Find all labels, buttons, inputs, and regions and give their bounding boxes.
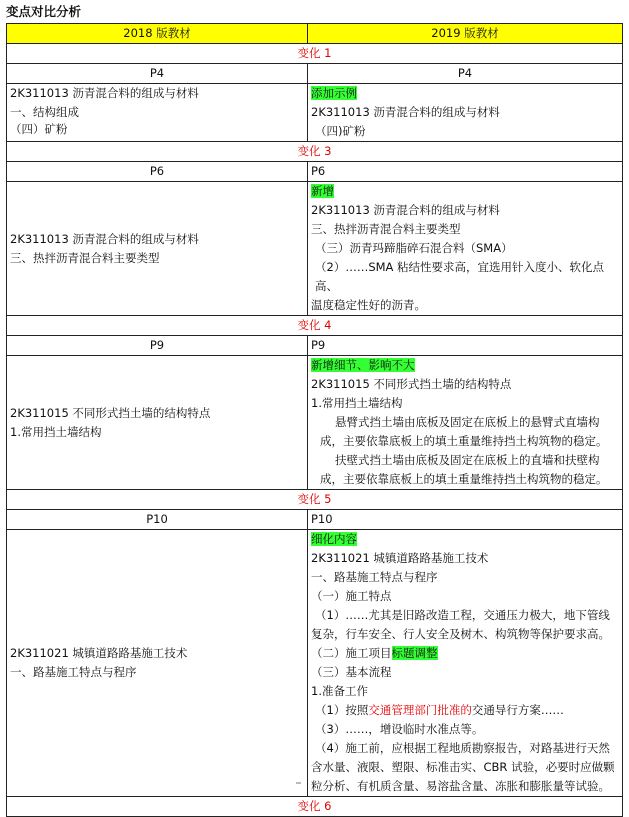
right-line: （三）沥青玛蹄脂碎石混合料（SMA） [315, 241, 513, 255]
right-line: （三）基本流程 [311, 665, 392, 679]
left-line: 2K311021 城镇道路路基施工技术 [10, 646, 188, 660]
change-row [7, 797, 623, 817]
right-line: 扶壁式挡土墙由底板及固定在底板上的直墙和扶壁构 [335, 453, 600, 467]
left-line: 2K311013 沥青混合料的组成与材料 [10, 231, 199, 246]
change-label: 变化 3 [7, 142, 623, 162]
content-row [7, 182, 623, 316]
right-line [311, 701, 619, 720]
change-row [7, 490, 623, 510]
right-line: 1.准备工作 [311, 684, 368, 698]
right-line: （2）……SMA 粘结性要求高，宜选用针入度小、软化点高、 [315, 260, 605, 293]
right-line: 复杂，行车安全、行人安全及树木、构筑物等保护要求高。 [311, 627, 610, 641]
change-tag: 细化内容 [311, 532, 357, 546]
left-line: 2K311013 沥青混合料的组成与材料 [10, 86, 199, 100]
page-left: P9 [7, 336, 308, 356]
page-row [7, 336, 623, 356]
change-label: 变化 4 [7, 316, 623, 336]
right-line: 2K311015 不同形式挡土墙的结构特点 [311, 377, 512, 391]
left-line: 一、结构组成 [10, 105, 79, 119]
page-right: P4 [308, 64, 623, 84]
content-row [7, 84, 623, 142]
change-row [7, 142, 623, 162]
right-line: （四)矿粉 [315, 124, 366, 138]
change-tag: 标题调整 [391, 646, 438, 660]
content-row [7, 530, 623, 797]
right-line: 悬臂式挡土墙由底板及固定在底板上的悬臂式直墙构 [335, 415, 600, 429]
right-line: 2K311013 沥青混合料的组成与材料 [311, 203, 500, 217]
change-row [7, 44, 623, 64]
page-row [7, 64, 623, 84]
page-right: P6 [308, 162, 623, 182]
page-left: P4 [7, 64, 308, 84]
right-line: 2K311013 沥青混合料的组成与材料 [311, 105, 500, 119]
right-line: （4）施工前，应根据工程地质勘察报告，对路基进行天然 [315, 741, 610, 755]
change-tag: 新增 [311, 184, 334, 198]
highlighted-phrase: 交通管理部门批准的 [368, 703, 472, 717]
page-edge-mark [296, 782, 301, 784]
right-line: 成，主要依靠底板上的填土重量维持挡土构筑物的稳定。 [320, 434, 608, 448]
right-content [308, 182, 623, 316]
right-line-prefix: （二）施工项目 [311, 646, 392, 660]
page-left: P10 [7, 510, 308, 530]
content-row [7, 356, 623, 490]
right-line: 2K311021 城镇道路路基施工技术 [311, 551, 489, 565]
right-line: 三、热拌沥青混合料主要类型 [311, 222, 461, 236]
left-line: 三、热拌沥青混合料主要类型 [10, 250, 160, 265]
page-row [7, 162, 623, 182]
comparison-table [6, 23, 623, 817]
right-content [308, 84, 623, 142]
change-label: 变化 5 [7, 490, 623, 510]
header-2018: 2018 版教材 [7, 24, 308, 44]
right-line: （一）施工特点 [311, 589, 392, 603]
right-line: 成，主要依靠底板上的填土重量维持挡土构筑物的稳定。 [320, 472, 608, 486]
page-left: P6 [7, 162, 308, 182]
right-content [308, 530, 623, 797]
page-right: P9 [308, 336, 623, 356]
right-line: 一、路基施工特点与程序 [311, 570, 438, 584]
left-line: 1.常用挡土墙结构 [10, 424, 102, 439]
change-label: 变化 6 [7, 797, 623, 817]
left-line-clipped: （四）矿粉 [10, 122, 68, 136]
right-line [311, 644, 619, 663]
left-content [7, 530, 308, 797]
right-line: 粒分析、有机质含量、易溶盐含量、冻胀和膨胀量等试验。 [311, 779, 610, 793]
header-2019: 2019 版教材 [308, 24, 623, 44]
left-content [7, 356, 308, 490]
page-title: 变点对比分析 [6, 4, 82, 19]
right-line-suffix: 交通导行方案…… [471, 703, 564, 717]
page-right: P10 [308, 510, 623, 530]
right-line: （1）……尤其是旧路改造工程，交通压力极大，地下管线 [315, 608, 610, 622]
change-tag: 添加示例 [311, 86, 357, 100]
change-row [7, 316, 623, 336]
change-label: 变化 1 [7, 44, 623, 64]
change-tag: 新增细节、影响不大 [311, 358, 415, 372]
left-content [7, 84, 308, 142]
right-line: 1.常用挡土墙结构 [311, 396, 403, 410]
right-content [308, 356, 623, 490]
header-row [7, 24, 623, 44]
right-line: 温度稳定性好的沥青。 [311, 298, 426, 312]
right-line: （3）……，增设临时水准点等。 [315, 722, 484, 736]
left-line: 一、路基施工特点与程序 [10, 665, 137, 679]
right-line-prefix: （1）按照 [315, 703, 369, 717]
right-line: 含水量、液限、塑限、标准击实、CBR 试验，必要时应做颗 [311, 760, 615, 774]
left-content [7, 182, 308, 316]
left-line: 2K311015 不同形式挡土墙的结构特点 [10, 405, 211, 420]
page-row [7, 510, 623, 530]
